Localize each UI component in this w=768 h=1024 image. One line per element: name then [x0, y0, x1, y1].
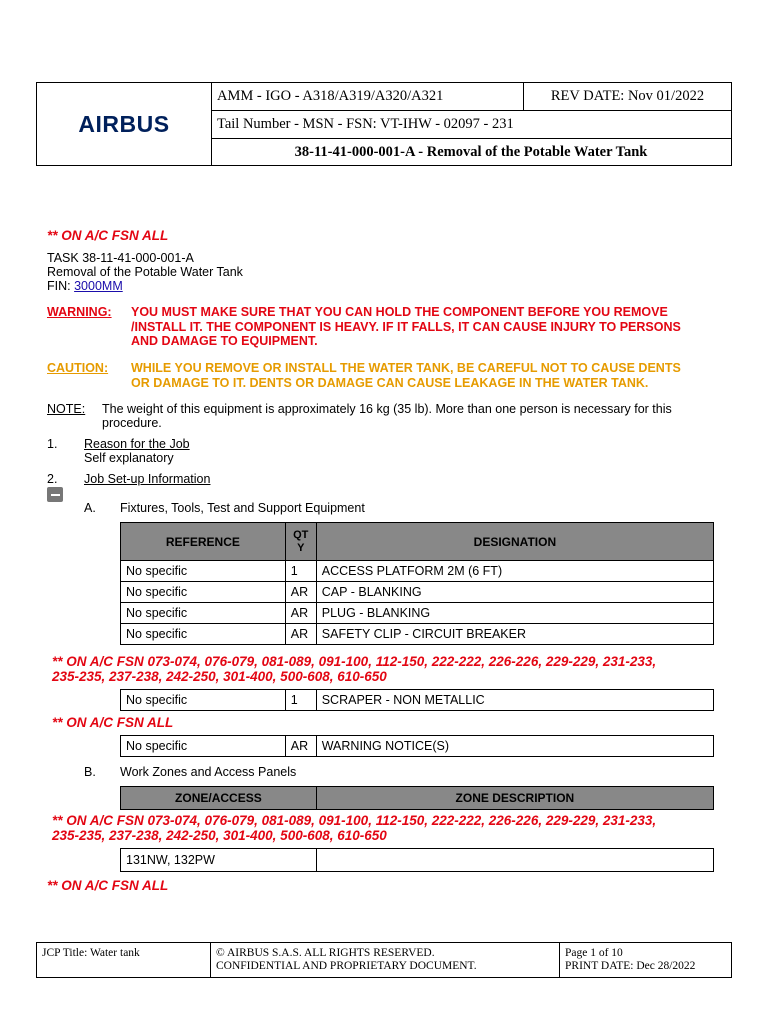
section-1-number: 1. — [47, 437, 58, 451]
header-zone-access: ZONE/ACCESS — [121, 787, 317, 810]
note-text: The weight of this equipment is approximately 16 kg (35 lb). More than one person is necessary for this procedure. — [102, 402, 672, 430]
caution-text: WHILE YOU REMOVE OR INSTALL THE WATER TANK, BE CAREFUL NOT TO CAUSE DENTS OR DAMAGE TO IT. DENTS OR DAMAGE CAN CAUSE LEAKAGE IN THE WATER TANK. — [131, 361, 681, 390]
zones-table — [120, 848, 714, 872]
header-qty: QT Y — [285, 523, 316, 561]
warning-notice-table — [120, 735, 714, 757]
tools-table — [120, 522, 714, 645]
page-info — [560, 943, 731, 977]
effectivity-all: ** ON A/C FSN ALL — [47, 878, 169, 893]
document-header — [36, 82, 732, 166]
fin-line — [47, 279, 123, 293]
task-header-title: 38-11-41-000-001-A - Removal of the Potable Water Tank — [294, 143, 648, 160]
document-footer — [36, 942, 732, 978]
effectivity-all: ** ON A/C FSN ALL — [47, 228, 169, 243]
subsection-a-title: Fixtures, Tools, Test and Support Equipment — [120, 501, 365, 515]
collapse-button[interactable] — [47, 487, 63, 502]
tail-number: Tail Number - MSN - FSN: VT-IHW - 02097 - 231 — [211, 111, 731, 139]
section-1-text: Self explanatory — [84, 451, 174, 465]
task-title: Removal of the Potable Water Tank — [47, 265, 243, 279]
page-number: Page 1 of 10 — [565, 947, 623, 959]
task-number: TASK 38-11-41-000-001-A — [47, 251, 194, 265]
manual-reference: AMM - IGO - A318/A319/A320/A321 — [211, 83, 524, 111]
note-label: NOTE: — [47, 402, 86, 416]
caution-label: CAUTION: — [47, 361, 109, 375]
minus-icon — [51, 494, 60, 496]
table-row: No specific AR WARNING NOTICE(S) — [121, 736, 714, 757]
jcp-title: JCP Title: Water tank — [37, 943, 211, 977]
print-date: PRINT DATE: Dec 28/2022 — [565, 960, 696, 972]
airbus-logo — [37, 83, 212, 165]
fin-label: FIN: — [47, 279, 71, 293]
header-reference: REFERENCE — [121, 523, 286, 561]
table-row: No specific AR PLUG - BLANKING — [121, 603, 714, 624]
effectivity-fsn-list: ** ON A/C FSN 073-074, 076-079, 081-089, 091-100, 112-150, 222-222, 226-226, 229-229, 231-233, 235-235, 237-238, 242-250, 301-400, 500-608, 610-650 — [52, 654, 657, 684]
fin-link[interactable]: 3000MM — [74, 279, 123, 293]
section-2-title: Job Set-up Information — [84, 472, 211, 486]
section-1-title: Reason for the Job — [84, 437, 190, 451]
table-row: No specific AR CAP - BLANKING — [121, 582, 714, 603]
scraper-table — [120, 689, 714, 711]
subsection-b-title: Work Zones and Access Panels — [120, 765, 297, 779]
header-designation: DESIGNATION — [316, 523, 713, 561]
table-row: 131NW, 132PW — [121, 849, 714, 872]
logo-text: AIRBUS — [78, 110, 170, 137]
warning-text: YOU MUST MAKE SURE THAT YOU CAN HOLD THE COMPONENT BEFORE YOU REMOVE /INSTALL IT. THE COMPONENT IS HEAVY. IF IT FALLS, IT CAN CAUSE INJURY TO PERSONS AND DAMAGE TO EQUIPMENT. — [131, 305, 681, 348]
effectivity-fsn-list: ** ON A/C FSN 073-074, 076-079, 081-089, 091-100, 112-150, 222-222, 226-226, 229-229, 231-233, 235-235, 237-238, 242-250, 301-400, 500-608, 610-650 — [52, 813, 657, 843]
header-zone-description: ZONE DESCRIPTION — [316, 787, 713, 810]
table-row: No specific AR SAFETY CLIP - CIRCUIT BREAKER — [121, 624, 714, 645]
copyright: © AIRBUS S.A.S. ALL RIGHTS RESERVED. CONFIDENTIAL AND PROPRIETARY DOCUMENT. — [211, 943, 560, 977]
section-2-number: 2. — [47, 472, 58, 486]
subsection-b-number: B. — [84, 765, 96, 779]
effectivity-all: ** ON A/C FSN ALL — [52, 715, 174, 730]
table-row: No specific 1 ACCESS PLATFORM 2M (6 FT) — [121, 561, 714, 582]
subsection-a-number: A. — [84, 501, 96, 515]
revision-date: REV DATE: Nov 01/2022 — [524, 83, 731, 111]
table-row: No specific 1 SCRAPER - NON METALLIC — [121, 690, 714, 711]
zones-table-header — [120, 786, 714, 810]
warning-label: WARNING: — [47, 305, 112, 319]
